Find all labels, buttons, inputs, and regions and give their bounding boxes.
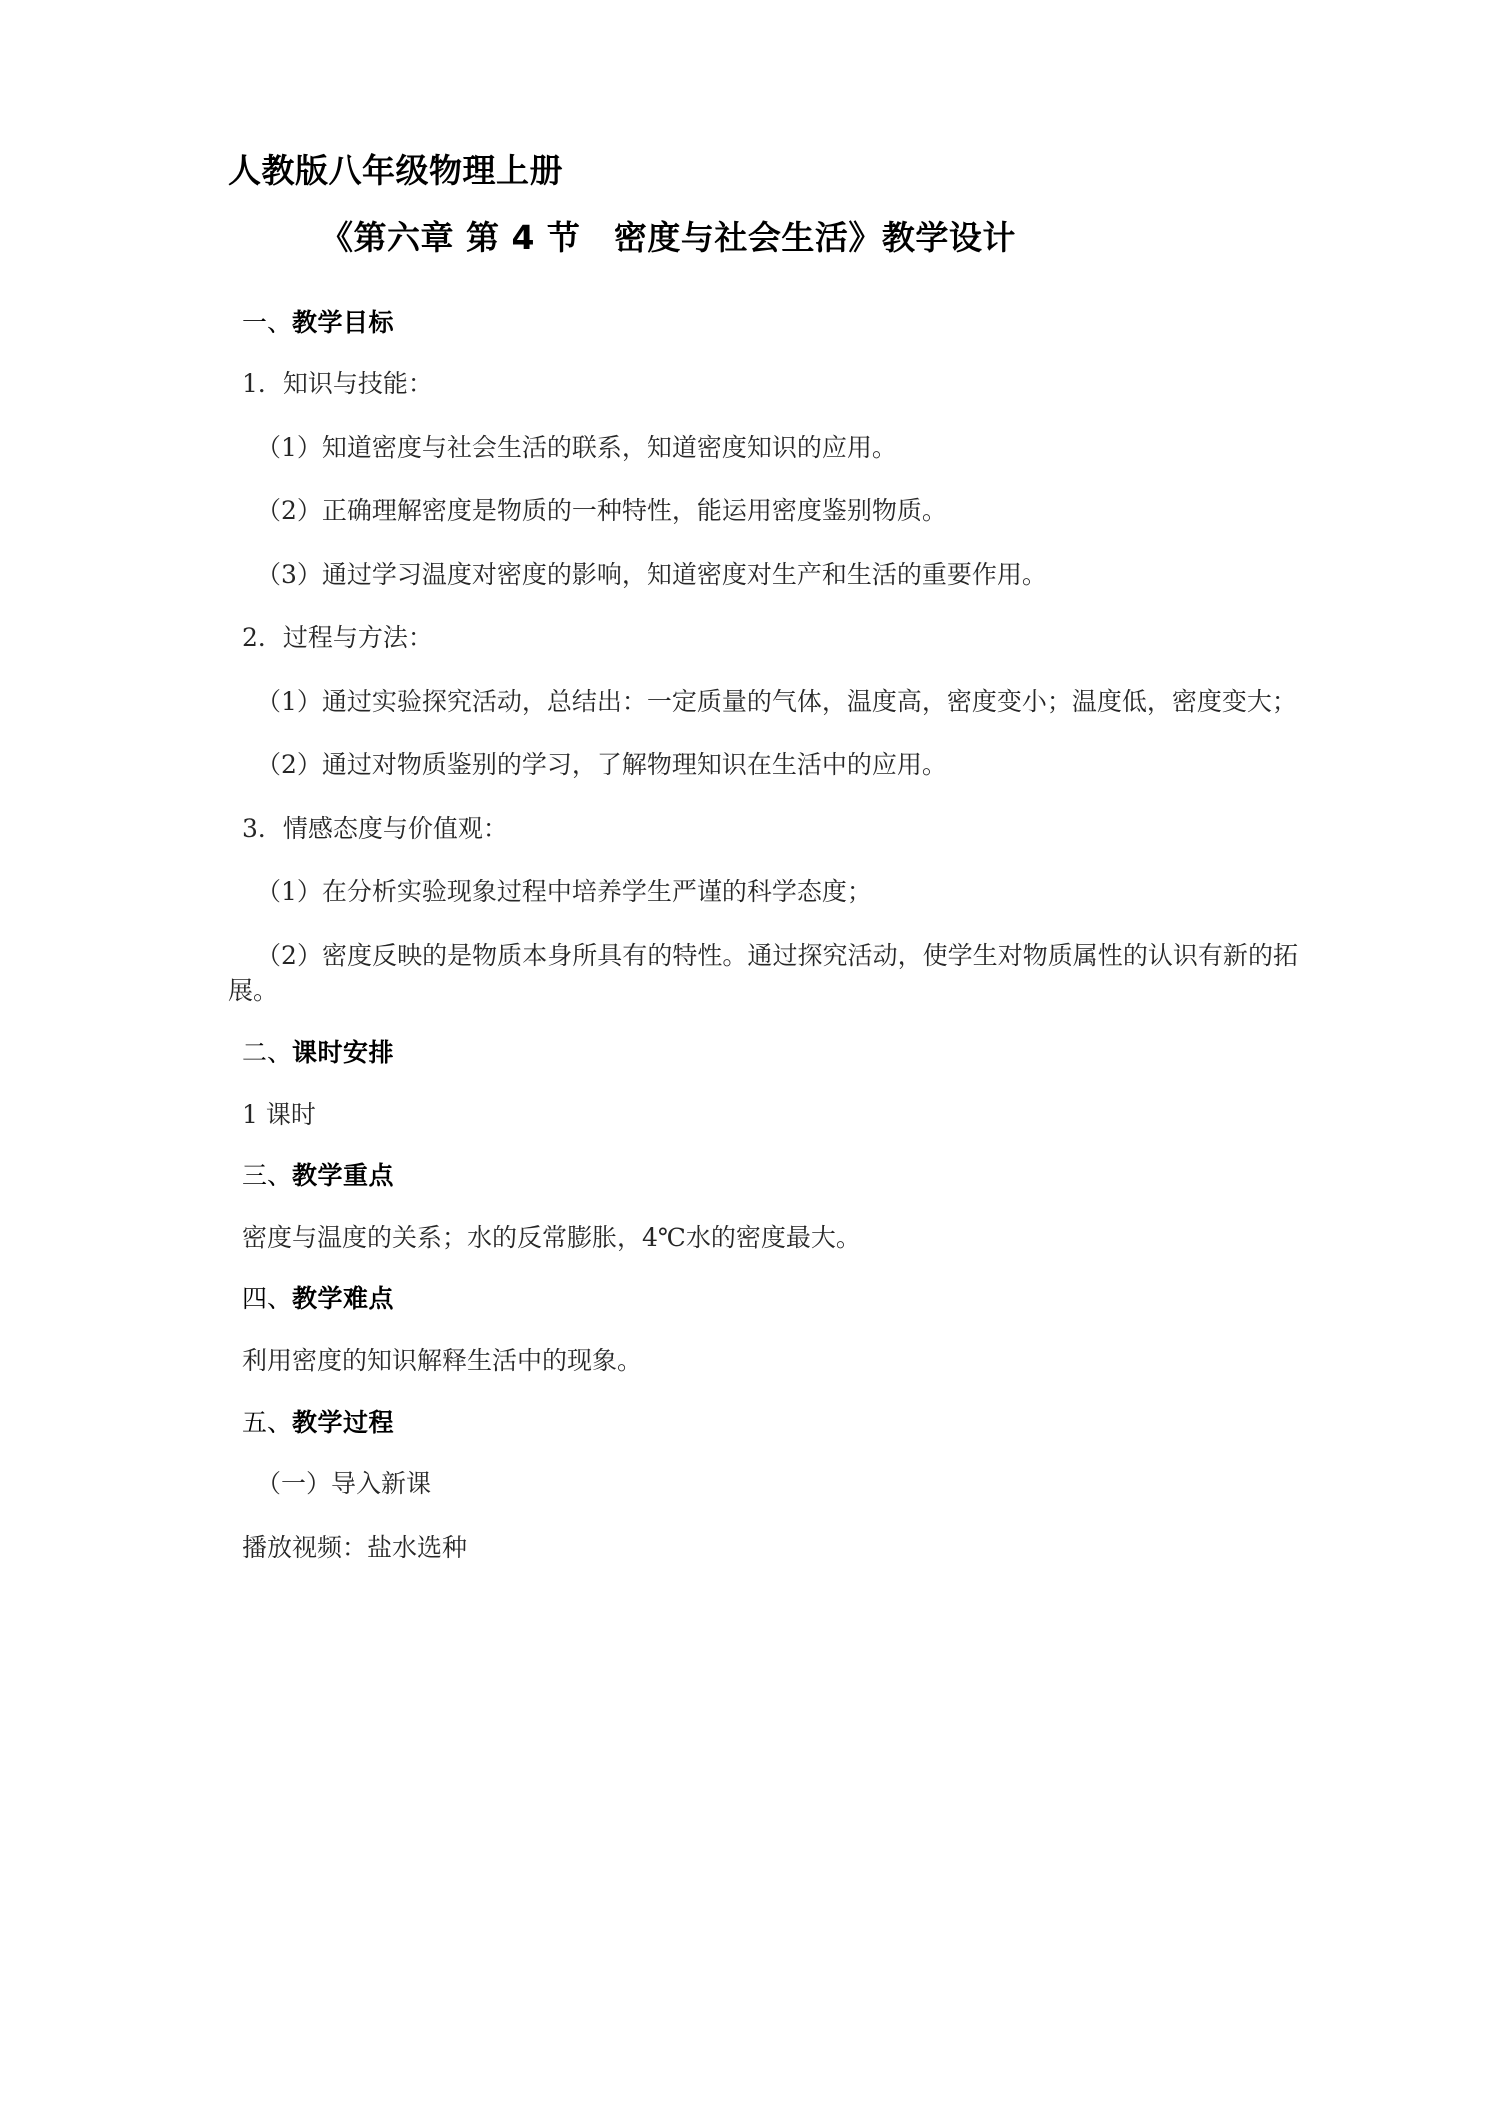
section-number: 二、 [242,1037,293,1067]
section-number: 三、 [242,1161,293,1190]
section-label: 课时安排 [292,1037,395,1067]
section-label: 教学过程 [292,1407,395,1437]
section-number: 四、 [242,1284,293,1314]
paragraph: （2）密度反映的是物质本身所具有的特性。通过探究活动，使学生对物质属性的认识有新的拓展。 [228,940,1298,1006]
section-heading-1 [228,293,1298,353]
paragraph: 利用密度的知识解释生活中的现象。 [242,1346,643,1375]
paragraph: （2）通过对物质鉴别的学习，了解物理知识在生活中的应用。 [256,750,947,780]
paragraph: 1．知识与技能： [242,369,433,399]
paragraph: （1）通过实验探究活动，总结出：一定质量的气体，温度高，密度变小；温度低，密度变大； [256,686,1297,716]
section-heading-3 [228,1146,1298,1206]
paragraph: 2．过程与方法： [242,623,433,653]
paragraph: （1）知道密度与社会生活的联系，知道密度知识的应用。 [256,432,897,462]
section-heading-2 [228,1023,1298,1083]
section-label: 教学难点 [292,1284,395,1314]
paragraph: （3）通过学习温度对密度的影响，知道密度对生产和生活的重要作用。 [256,559,1047,589]
paragraph: 密度与温度的关系；水的反常膨胀，4℃水的密度最大。 [242,1222,861,1252]
section-heading-4 [228,1269,1298,1329]
paragraph: （1）在分析实验现象过程中培养学生严谨的科学态度； [256,877,872,907]
paragraph: 播放视频：盐水选种 [242,1532,468,1562]
section-number: 五、 [242,1407,293,1437]
paragraph: （一）导入新课 [256,1469,432,1499]
paragraph: （2）正确理解密度是物质的一种特性，能运用密度鉴别物质。 [256,496,947,526]
section-label: 教学目标 [292,307,395,337]
paragraph: 1 课时 [242,1099,316,1129]
document-title-line-1: 人教版八年级物理上册 [228,151,563,190]
section-number: 一、 [242,307,293,337]
section-label: 教学重点 [292,1161,395,1190]
section-heading-5 [228,1393,1298,1453]
paragraph: 3．情感态度与价值观： [242,813,508,843]
document-title-line-2: 《第六章 第 4 节 密度与社会生活》教学设计 [320,218,1016,258]
